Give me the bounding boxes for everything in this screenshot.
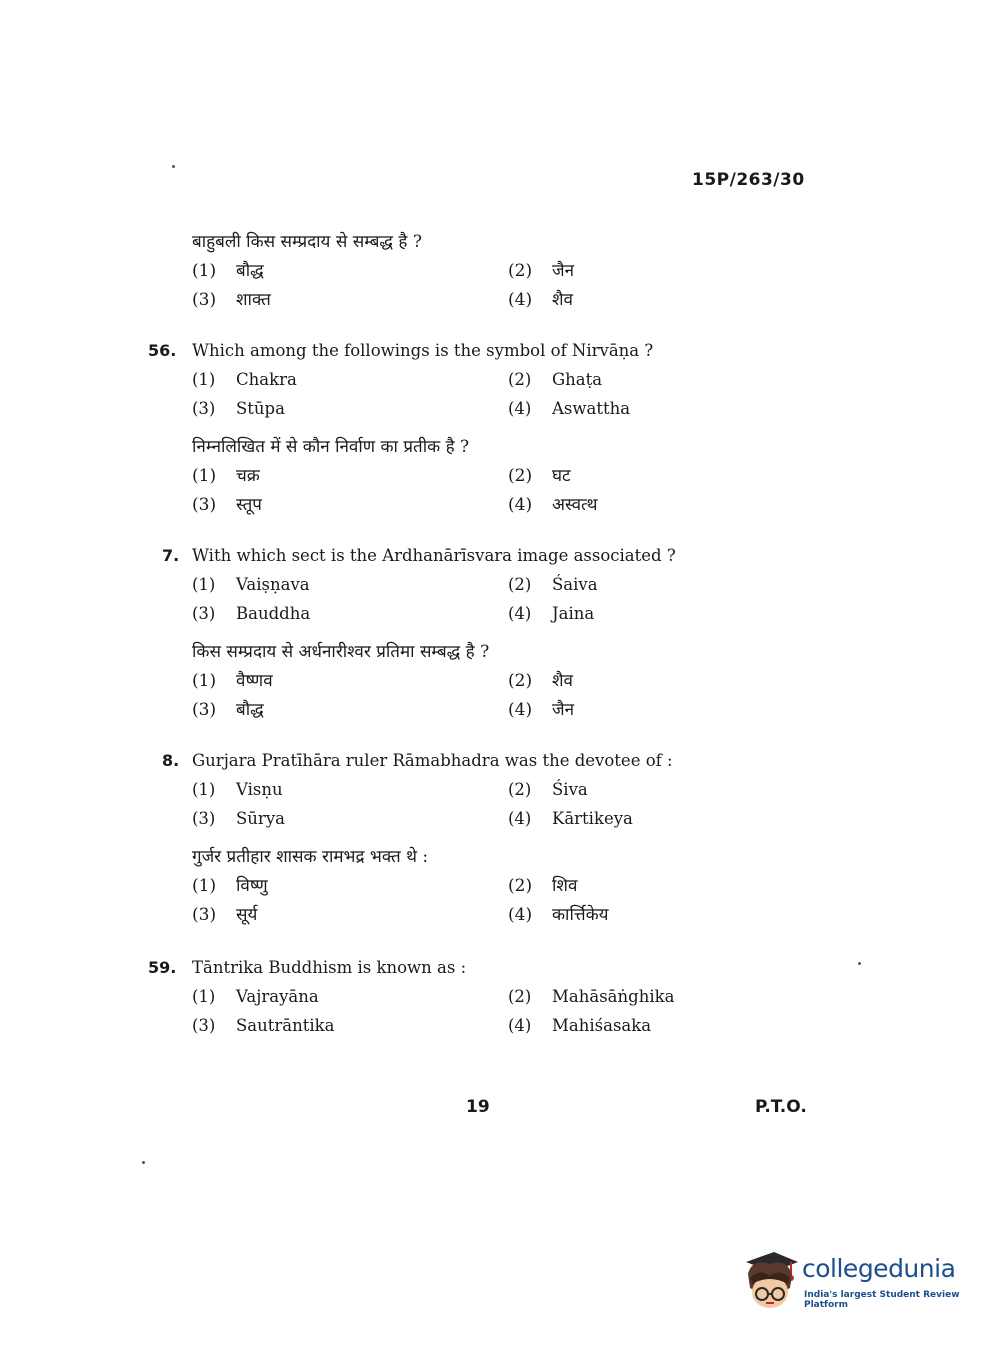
question-55-hindi xyxy=(148,228,788,315)
option: (3) सूर्य xyxy=(192,905,258,925)
question-number: 59. xyxy=(148,958,177,977)
question-number: 8. xyxy=(162,751,180,770)
option: (2) Śiva xyxy=(508,780,588,799)
question-text: Tāntrika Buddhism is known as : xyxy=(192,958,467,977)
question-text: Gurjara Pratīhāra ruler Rāmabhadra was the devotee of : xyxy=(192,751,673,770)
scan-speck xyxy=(858,962,861,965)
option: (3) बौद्ध xyxy=(192,700,264,720)
question-text: With which sect is the Ardhanārīsvara image associated ? xyxy=(192,546,676,565)
option: (1) Chakra xyxy=(192,370,297,389)
watermark-name: collegedunia xyxy=(802,1254,956,1283)
option: (1) Vaiṣṇava xyxy=(192,575,310,594)
option: (1) Vajrayāna xyxy=(192,987,319,1006)
question-text-hi: गुर्जर प्रतीहार शासक रामभद्र भक्त थे : xyxy=(192,847,429,867)
option: (4) Aswattha xyxy=(508,399,631,418)
option: (2) Ghaṭa xyxy=(508,370,603,389)
option: (1) वैष्णव xyxy=(192,671,273,691)
pto-label: P.T.O. xyxy=(755,1097,807,1117)
option: (1) Visṇu xyxy=(192,780,283,799)
question-56 xyxy=(148,336,788,520)
option: (4) कार्त्तिकेय xyxy=(508,905,609,925)
scan-speck xyxy=(172,165,175,168)
question-text-hi: निम्नलिखित में से कौन निर्वाण का प्रतीक है ? xyxy=(192,437,470,457)
question-58 xyxy=(148,746,788,930)
question-text-hi: बाहुबली किस सम्प्रदाय से सम्बद्ध है ? xyxy=(192,232,422,252)
option: (3) Sūrya xyxy=(192,809,285,828)
question-59 xyxy=(148,953,788,1040)
option: (3) Sautrāntika xyxy=(192,1016,335,1035)
option: (2) Mahāsāṅghika xyxy=(508,987,675,1006)
option: (4) शैव xyxy=(508,290,574,310)
option: (1) बौद्ध xyxy=(192,261,264,281)
option: (1) चक्र xyxy=(192,466,260,486)
option: (2) शैव xyxy=(508,671,574,691)
question-text-hi: किस सम्प्रदाय से अर्धनारीश्वर प्रतिमा सम्बद्ध है ? xyxy=(192,642,490,662)
option: (3) Bauddha xyxy=(192,604,311,623)
scan-speck xyxy=(142,1161,145,1164)
option: (4) Kārtikeya xyxy=(508,809,633,828)
option: (2) शिव xyxy=(508,876,578,896)
watermark-tagline: India's largest Student Review Platform xyxy=(804,1290,960,1310)
question-57 xyxy=(148,541,788,725)
page-number: 19 xyxy=(466,1097,490,1117)
question-text: Which among the followings is the symbol of Nirvāṇa ? xyxy=(192,341,654,360)
option: (4) Jaina xyxy=(508,604,595,623)
option: (2) Śaiva xyxy=(508,575,598,594)
option: (4) Mahiśasaka xyxy=(508,1016,652,1035)
question-number: 56. xyxy=(148,341,177,360)
collegedunia-watermark xyxy=(740,1248,980,1318)
option: (3) शाक्त xyxy=(192,290,271,310)
question-number: 7. xyxy=(162,546,180,565)
option: (4) अस्वत्थ xyxy=(508,495,598,515)
option: (4) जैन xyxy=(508,700,575,720)
option: (3) Stūpa xyxy=(192,399,285,418)
option: (1) विष्णु xyxy=(192,876,268,896)
option: (3) स्तूप xyxy=(192,495,262,515)
paper-code: 15P/263/30 xyxy=(692,170,805,190)
graduate-mascot-icon xyxy=(740,1248,800,1312)
option: (2) घट xyxy=(508,466,571,486)
option: (2) जैन xyxy=(508,261,575,281)
